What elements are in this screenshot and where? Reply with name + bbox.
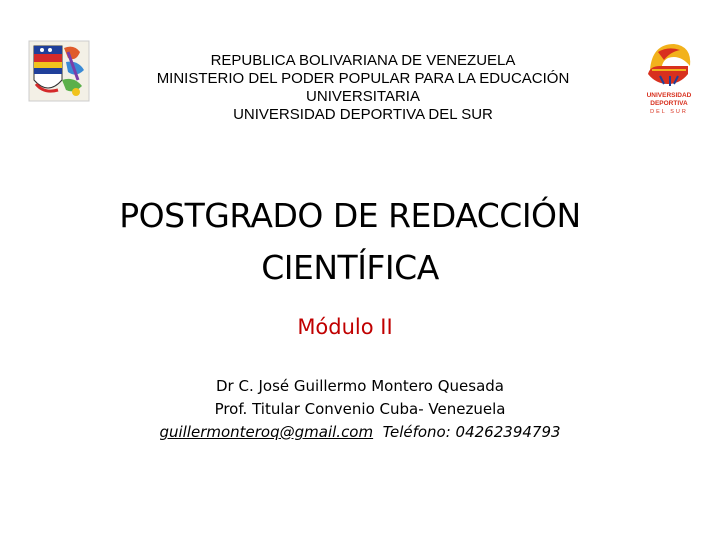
header-republic: REPUBLICA BOLIVARIANA DE VENEZUELA [210, 52, 516, 69]
institution-header [100, 52, 626, 124]
title-line-2: CIENTÍFICA [261, 248, 439, 287]
author-contact [100, 421, 620, 444]
svg-text:DEL SUR: DEL SUR [650, 109, 688, 115]
title-line-1: POSTGRADO DE REDACCIÓN [119, 196, 581, 235]
author-position: Prof. Titular Convenio Cuba- Venezuela [214, 400, 506, 418]
universidad-deportiva-logo [640, 40, 698, 120]
header-ministry: MINISTERIO DEL PODER POPULAR PARA LA EDUCACIÓN [156, 70, 570, 87]
author-block [100, 375, 620, 444]
email-link[interactable]: guillermonteroq@gmail.com [159, 423, 374, 441]
header-university-word: UNIVERSITARIA [306, 88, 420, 105]
module-label: Módulo II [297, 315, 393, 339]
header-university-name: UNIVERSIDAD DEPORTIVA DEL SUR [233, 106, 493, 123]
svg-text:DEPORTIVA: DEPORTIVA [650, 100, 688, 107]
university-crest-icon [28, 40, 90, 102]
phone-number: Teléfono: 04262394793 [382, 423, 561, 441]
svg-text:UNIVERSIDAD: UNIVERSIDAD [646, 92, 692, 99]
page-title [40, 190, 660, 294]
author-name: Dr C. José Guillermo Montero Quesada [215, 377, 504, 395]
